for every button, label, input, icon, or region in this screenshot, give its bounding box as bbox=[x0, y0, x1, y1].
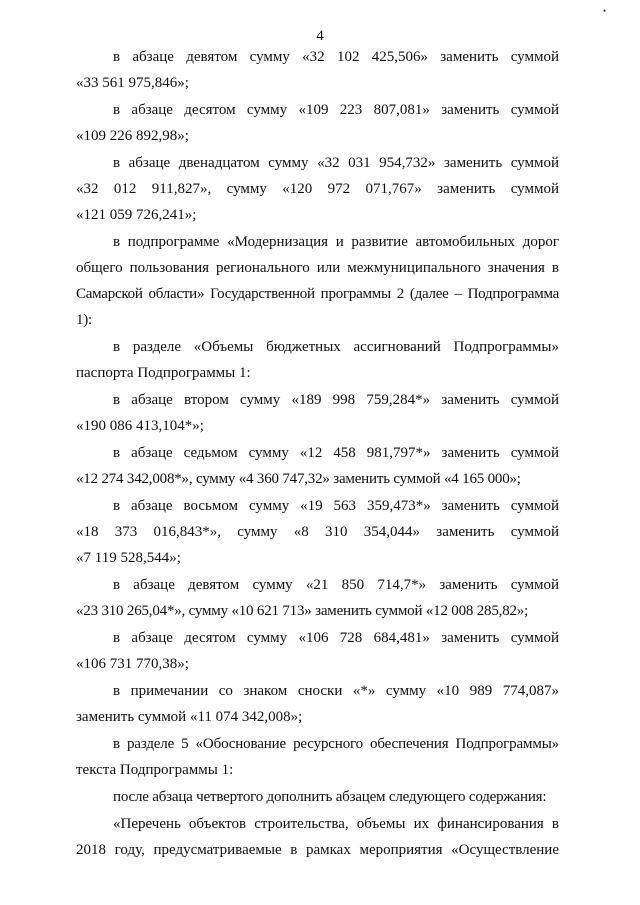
text-line: в примечании со знаком сноски «*» сумму «10 989 774,087» bbox=[113, 683, 559, 699]
text-line: «121 059 726,241»; bbox=[76, 207, 197, 223]
text-line: в абзаце втором сумму «189 998 759,284*» заменить суммой bbox=[113, 392, 559, 408]
text-line: после абзаца четвертого дополнить абзацем следующего содержания: bbox=[113, 789, 547, 805]
paragraph bbox=[76, 44, 559, 96]
text-line: в абзаце девятом сумму «32 102 425,506» заменить суммой bbox=[113, 49, 559, 65]
paragraph bbox=[76, 811, 559, 863]
text-line: заменить суммой «11 074 342,008»; bbox=[76, 709, 303, 725]
paragraph bbox=[76, 493, 559, 571]
paragraph bbox=[76, 150, 559, 228]
text-line: в подпрограмме «Модернизация и развитие автомобильных дорог bbox=[113, 234, 559, 250]
text-line: текста Подпрограммы 1: bbox=[76, 762, 234, 778]
text-line: в абзаце десятом сумму «106 728 684,481» заменить суммой bbox=[113, 630, 559, 646]
paragraph bbox=[76, 387, 559, 439]
paragraph bbox=[76, 229, 559, 333]
text-line: «18 373 016,843*», сумму «8 310 354,044» заменить суммой bbox=[76, 524, 559, 540]
text-line: в абзаце двенадцатом сумму «32 031 954,732» заменить суммой bbox=[113, 155, 559, 171]
text-line: в абзаце седьмом сумму «12 458 981,797*» заменить суммой bbox=[113, 445, 559, 461]
document-body bbox=[76, 40, 559, 863]
text-line: «7 119 528,544»; bbox=[76, 550, 181, 566]
text-line: в абзаце восьмом сумму «19 563 359,473*» заменить суммой bbox=[113, 498, 559, 514]
text-line: общего пользования регионального или межмуниципального значения в bbox=[76, 260, 559, 276]
text-line: паспорта Подпрограммы 1: bbox=[76, 365, 251, 381]
paragraph bbox=[76, 97, 559, 149]
paragraph bbox=[76, 678, 559, 730]
paragraph bbox=[76, 625, 559, 677]
text-line: «23 310 265,04*», сумму «10 621 713» заменить суммой «12 008 285,82»; bbox=[76, 603, 529, 619]
paragraph bbox=[76, 334, 559, 386]
paragraph bbox=[76, 440, 559, 492]
text-line: «Перечень объектов строительства, объемы их финансирования в bbox=[113, 816, 559, 832]
text-line: в разделе «Объемы бюджетных ассигнований Подпрограммы» bbox=[113, 339, 559, 355]
text-line: в абзаце десятом сумму «109 223 807,081» заменить суммой bbox=[113, 102, 559, 118]
text-line: «106 731 770,38»; bbox=[76, 656, 189, 672]
paragraph bbox=[76, 572, 559, 624]
text-line: «12 274 342,008*», сумму «4 360 747,32» заменить суммой «4 165 000»; bbox=[76, 471, 521, 487]
text-line: «190 086 413,104*»; bbox=[76, 418, 204, 434]
paragraph bbox=[76, 731, 559, 783]
page-number: 4 bbox=[316, 28, 324, 44]
text-line: «109 226 892,98»; bbox=[76, 128, 189, 144]
text-line: 2018 году, предусматриваемые в рамках мероприятия «Осуществление bbox=[76, 842, 559, 858]
text-line: в разделе 5 «Обоснование ресурсного обеспечения Подпрограммы» bbox=[113, 736, 559, 752]
text-line: «32 012 911,827», сумму «120 972 071,767» заменить суммой bbox=[76, 181, 559, 197]
text-line: в абзаце девятом сумму «21 850 714,7*» заменить суммой bbox=[113, 577, 559, 593]
text-line: «33 561 975,846»; bbox=[76, 75, 189, 91]
paragraph bbox=[76, 784, 559, 810]
text-line: Самарской области» Государственной программы 2 (далее – Подпрограмма 1): bbox=[76, 286, 559, 328]
scan-mark: • bbox=[602, 6, 606, 16]
